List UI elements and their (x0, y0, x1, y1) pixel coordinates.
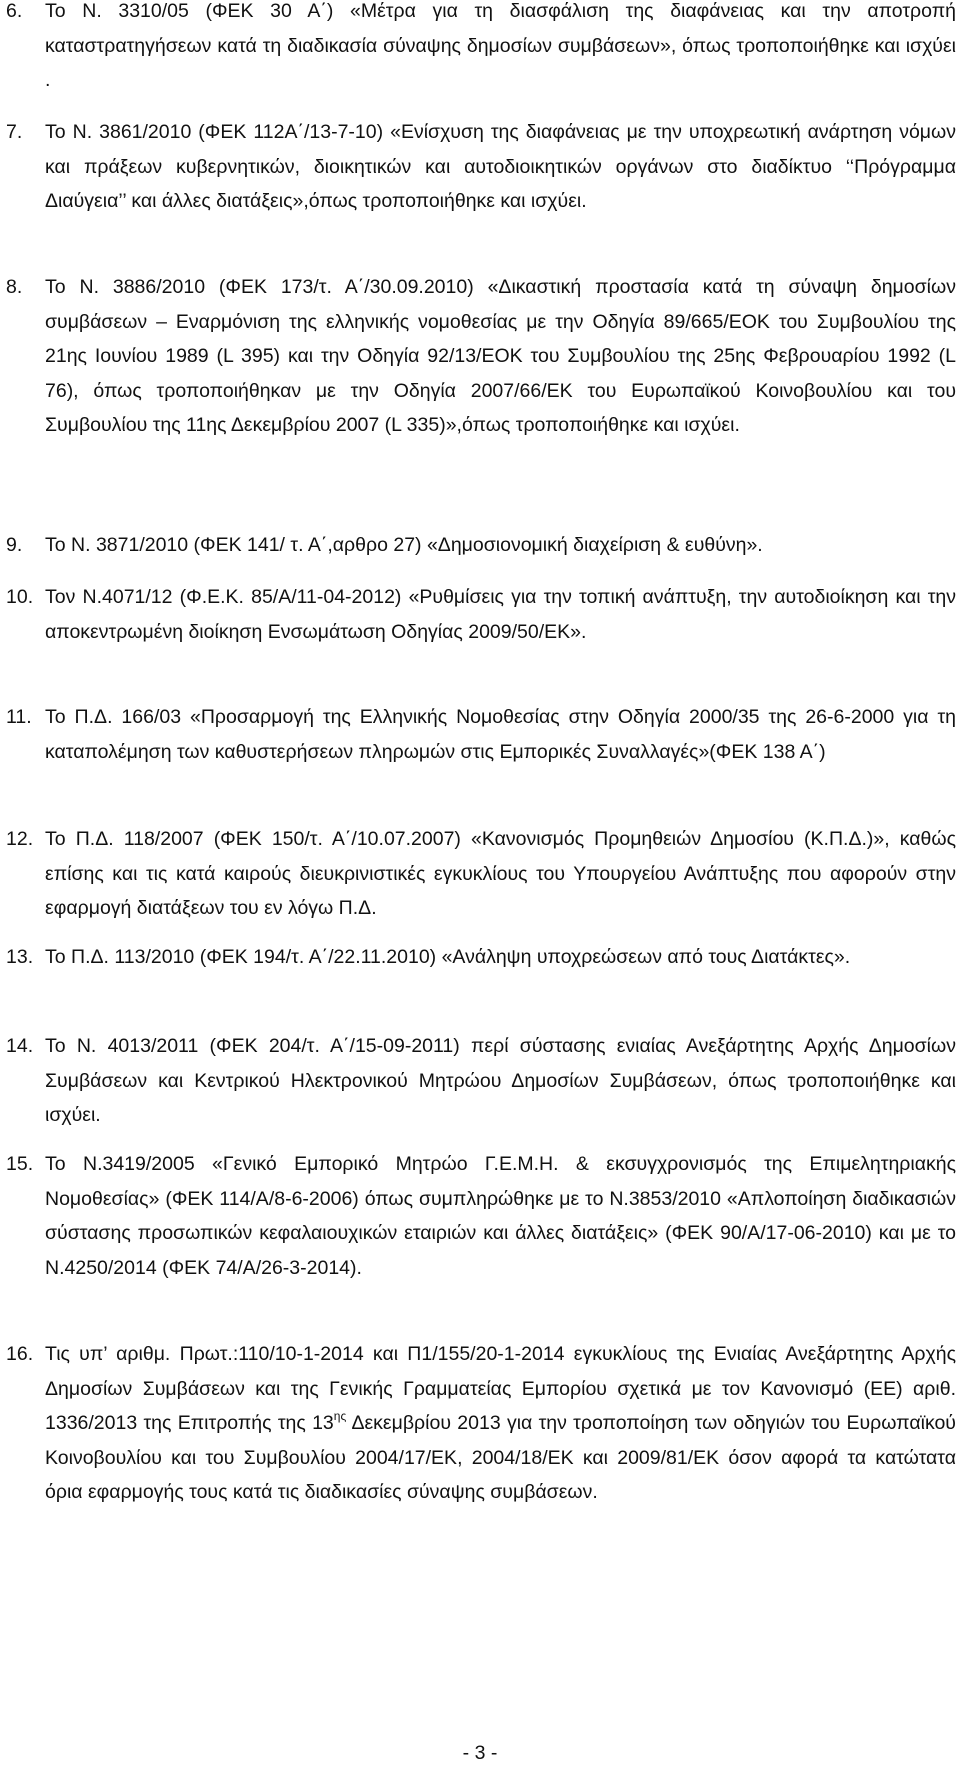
list-item (6, 822, 956, 926)
page-number: - 3 - (462, 1742, 498, 1764)
list-item (6, 115, 956, 219)
item-number: 6. (6, 0, 23, 22)
list-item (6, 528, 956, 563)
item-number: 14. (6, 1035, 34, 1057)
item-text-part: Τις υπ’ αριθμ. Πρωτ.:110/10-1-2014 και Π1/155/20-1-2014 εγκυκλίους της Ενιαίας Ανεξάρτητης Αρχής Δημοσίων Συμβάσεων και της Γενικής Γραμματείας Εμπορίου σχετικά με τον Κανονισμό (ΕΕ) αριθ. 1336/2013 της Επιτροπής της 13 (45, 1343, 956, 1434)
item-number: 10. (6, 586, 34, 608)
item-text: Το Ν. 3310/05 (ΦΕΚ 30 Α΄) «Μέτρα για τη διασφάλιση της διαφάνειας και την αποτροπή καταστρατηγήσεων κατά τη διαδικασία σύναψης δημοσίων συμβάσεων», όπως τροποποιήθηκε και ισχύει . (45, 0, 956, 91)
list-item (6, 1337, 956, 1510)
item-text: Το Ν.3419/2005 «Γενικό Εμπορικό Μητρώο Γ.Ε.Μ.Η. & εκσυγχρονισμός της Επιμελητηριακής Νομοθεσίας» (ΦΕΚ 114/Α/8-6-2006) όπως συμπληρώθηκε με το Ν.3853/2010 «Απλοποίηση διαδικασιών σύστασης προσωπικών κεφαλαιουχικών εταιριών και άλλες διατάξεις» (ΦΕΚ 90/Α/17-06-2010) και με το Ν.4250/2014 (ΦΕΚ 74/Α/26-3-2014). (45, 1153, 956, 1279)
item-number: 9. (6, 534, 23, 556)
item-number: 16. (6, 1343, 34, 1365)
list-item (6, 940, 956, 975)
ordinal-superscript: ης (333, 1408, 347, 1423)
item-text: Το Ν. 3861/2010 (ΦΕΚ 112Α΄/13-7-10) «Ενίσχυση της διαφάνειας με την υποχρεωτική ανάρτηση νόμων και πράξεων κυβερνητικών, διοικητικών και αυτοδιοικητικών οργάνων στο διαδίκτυο ‘‘Πρόγραμμα Διαύγεια’’ και άλλες διατάξεις»,όπως τροποποιήθηκε και ισχύει. (45, 121, 956, 212)
item-number: 7. (6, 121, 23, 143)
item-number: 13. (6, 946, 34, 968)
item-text: Το Ν. 3886/2010 (ΦΕΚ 173/τ. Α΄/30.09.2010) «Δικαστική προστασία κατά τη σύναψη δημοσίων συμβάσεων – Εναρμόνιση της ελληνικής νομοθεσίας με την Οδηγία 89/665/ΕΟΚ του Συμβουλίου της 21ης Ιουνίου 1989 (L 395) και την Οδηγία 92/13/ΕΟΚ του Συμβουλίου της 25ης Φεβρουαρίου 1992 (L 76), όπως τροποποιήθηκαν με την Οδηγία 2007/66/ΕΚ του Ευρωπαϊκού Κοινοβουλίου και του Συμβουλίου της 11ης Δεκεμβρίου 2007 (L 335)»,όπως τροποποιήθηκε και ισχύει. (45, 276, 956, 436)
item-number: 15. (6, 1153, 34, 1175)
list-item (6, 270, 956, 443)
list-item (6, 0, 956, 98)
item-text-part: Δεκεμβρίου 2013 για την τροποποίηση των οδηγιών του Ευρωπαϊκού Κοινοβουλίου και του Συμβουλίου 2004/17/ΕΚ, 2004/18/ΕΚ και 2009/81/ΕΚ όσον αφορά τα κατώτατα όρια εφαρμογής τους κατά τις διαδικασίες σύναψης συμβάσεων. (45, 1412, 956, 1503)
item-text: Τον Ν.4071/12 (Φ.Ε.Κ. 85/Α/11-04-2012) «Ρυθμίσεις για την τοπική ανάπτυξη, την αυτοδιοίκηση και την αποκεντρωμένη διοίκηση Ενσωμάτωση Οδηγίας 2009/50/ΕΚ». (45, 586, 956, 643)
item-text (45, 1337, 956, 1510)
item-number: 12. (6, 828, 34, 850)
item-text: Το Π.Δ. 118/2007 (ΦΕΚ 150/τ. Α΄/10.07.2007) «Κανονισμός Προμηθειών Δημοσίου (Κ.Π.Δ.)», καθώς επίσης και τις κατά καιρούς διευκρινιστικές εγκυκλίους του Υπουργείου Ανάπτυξης που αφορούν στην εφαρμογή διατάξεων του εν λόγω Π.Δ. (45, 828, 956, 919)
list-item (6, 700, 956, 769)
item-number: 11. (6, 706, 32, 728)
list-item (6, 1147, 956, 1285)
item-text: Το Π.Δ. 113/2010 (ΦΕΚ 194/τ. Α΄/22.11.2010) «Ανάληψη υποχρεώσεων από τους Διατάκτες». (45, 946, 851, 968)
item-text: Το Ν. 3871/2010 (ΦΕΚ 141/ τ. Α΄,αρθρο 27) «Δημοσιονομική διαχείριση & ευθύνη». (45, 534, 763, 556)
item-text: Το Ν. 4013/2011 (ΦΕΚ 204/τ. Α΄/15-09-2011) περί σύστασης ενιαίας Ανεξάρτητης Αρχής Δημοσίων Συμβάσεων και Κεντρικού Ηλεκτρονικού Μητρώου Δημοσίων Συμβάσεων, όπως τροποποιήθηκε και ισχύει. (45, 1035, 956, 1126)
item-number: 8. (6, 276, 23, 298)
list-item (6, 1029, 956, 1133)
list-item (6, 580, 956, 649)
item-text: Το Π.Δ. 166/03 «Προσαρμογή της Ελληνικής Νομοθεσίας στην Οδηγία 2000/35 της 26-6-2000 για τη καταπολέμηση των καθυστερήσεων πληρωμών στις Εμπορικές Συναλλαγές»(ΦΕΚ 138 Α΄) (45, 706, 956, 763)
